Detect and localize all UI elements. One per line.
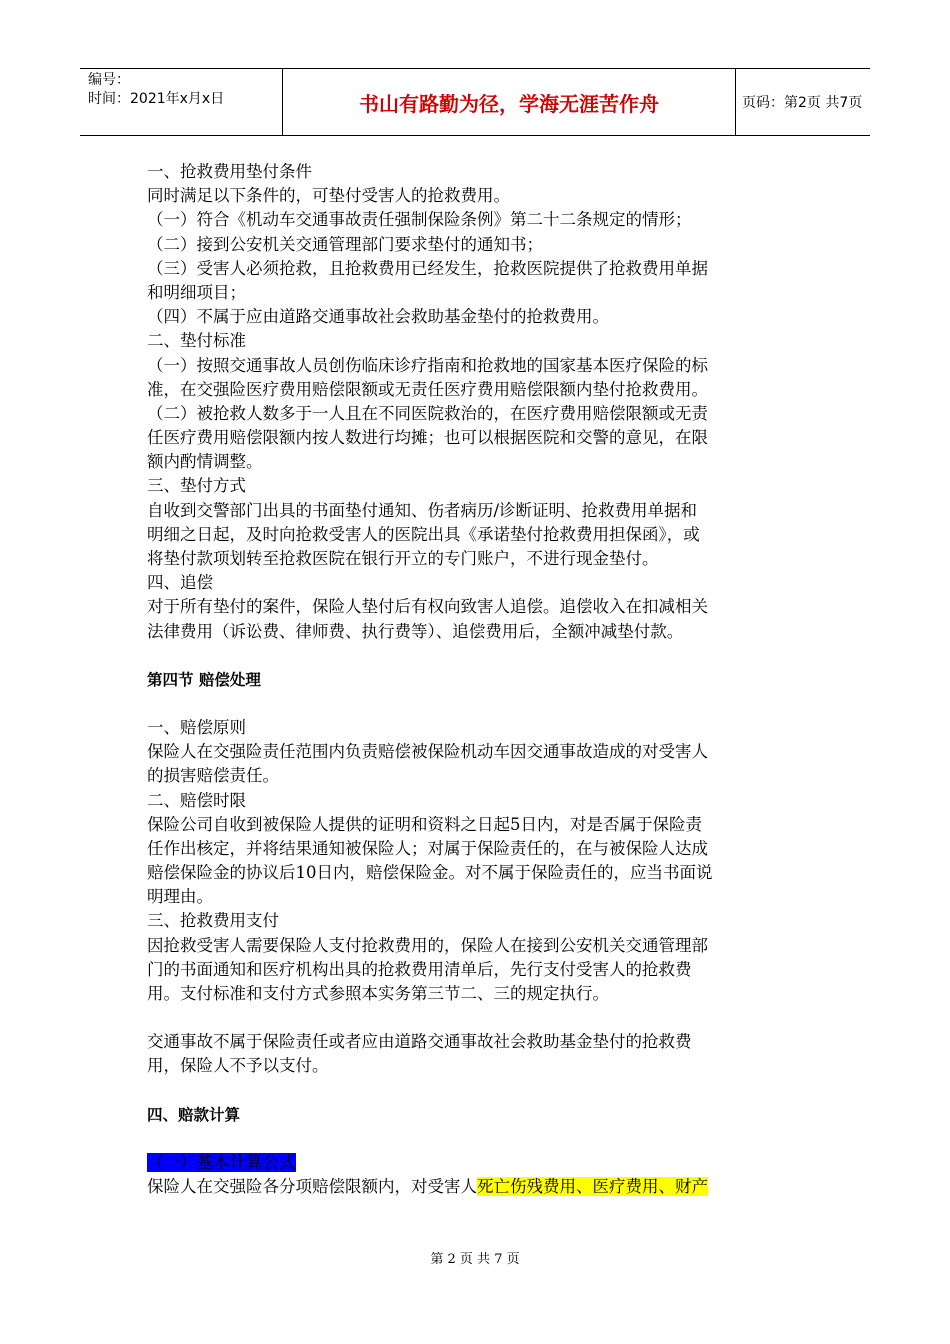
paragraph-line: 准，在交强险医疗费用赔偿限额或无责任医疗费用赔偿限额内垫付抢救费用。 — [147, 379, 708, 399]
paragraph-line — [147, 1175, 807, 1199]
paragraph-line: 自收到交警部门出具的书面垫付通知、伤者病历/诊断证明、抢救费用单据和 — [147, 500, 698, 520]
section-title-calculation: 四、赔款计算 — [147, 1105, 241, 1124]
formula-title: （一）基本计算公式 — [147, 1152, 296, 1172]
paragraph-line: 用。支付标准和支付方式参照本实务第三节二、三的规定执行。 — [147, 984, 609, 1003]
page-header — [80, 68, 870, 136]
page-footer: 第 2 页 共 7 页 — [430, 1252, 520, 1267]
paragraph-line: 保险公司自收到被保险人提供的证明和资料之日起5日内，对是否属于保险责 — [147, 814, 702, 834]
paragraph-line: 赔偿保险金的协议后10日内，赔偿保险金。对不属于保险责任的，应当书面说 — [147, 863, 713, 883]
paragraph-line: 同时满足以下条件的，可垫付受害人的抢救费用。 — [147, 186, 510, 206]
paragraph-line: 任医疗费用赔偿限额内按人数进行均摊；也可以根据医院和交警的意见，在限 — [147, 428, 708, 448]
paragraph-line: （三）受害人必须抢救，且抢救费用已经发生，抢救医院提供了抢救费用单据 — [147, 258, 708, 278]
header-page-label: 页码：第2页 共7页 — [742, 95, 863, 111]
paragraph-line: 额内酌情调整。 — [147, 452, 263, 472]
paragraph-line: 的损害赔偿责任。 — [147, 766, 279, 786]
paragraph-line: 和明细项目； — [147, 282, 246, 302]
number-label: 编号： — [88, 72, 130, 88]
time-label: 时间：2021年x月x日 — [88, 91, 225, 107]
paragraph-line: 对于所有垫付的案件，保险人垫付后有权向致害人追偿。追偿收入在扣减相关 — [147, 597, 708, 617]
paragraph-line: 因抢救受害人需要保险人支付抢救费用的，保险人在接到公安机关交通管理部 — [147, 935, 708, 955]
paragraph-line: 二、垫付标准 — [147, 331, 246, 351]
line-text: 保险人在交强险各分项赔偿限额内，对受害人 — [147, 1176, 477, 1196]
header-motto: 书山有路勤为径，学海无涯苦作舟 — [359, 91, 659, 116]
compensation-section — [147, 716, 807, 1006]
paragraph-line: 明细之日起，及时向抢救受害人的医院出具《承诺垫付抢救费用担保函》，或 — [147, 524, 700, 544]
document-body — [147, 160, 807, 1199]
paragraph-line: 四、追偿 — [147, 573, 213, 593]
paragraph-line: 交通事故不属于保险责任或者应由道路交通事故社会救助基金垫付的抢救费 — [147, 1032, 692, 1052]
paragraph-line: （一）按照交通事故人员创伤临床诊疗指南和抢救地的国家基本医疗保险的标 — [147, 355, 708, 375]
header-divider — [735, 69, 736, 135]
paragraph-line: （一）符合《机动车交通事故责任强制保险条例》第二十二条规定的情形； — [147, 210, 692, 230]
paragraph-line: （四）不属于应由道路交通事故社会救助基金垫付的抢救费用。 — [147, 307, 609, 327]
paragraph-line: 任作出核定，并将结果通知被保险人；对属于保险责任的，在与被保险人达成 — [147, 838, 708, 858]
paragraph-line: 用，保险人不予以支付。 — [147, 1056, 329, 1076]
paragraph-line: 一、抢救费用垫付条件 — [147, 162, 312, 181]
paragraph-line: 保险人在交强险责任范围内负责赔偿被保险机动车因交通事故造成的对受害人 — [147, 742, 708, 762]
paragraph-line: 一、赔偿原则 — [147, 717, 246, 737]
paragraph-line: 明理由。 — [147, 887, 213, 907]
advance-payment-section — [147, 160, 807, 644]
subsection-title — [147, 1151, 807, 1175]
paragraph-line: （二）被抢救人数多于一人且在不同医院救治的，在医疗费用赔偿限额或无责 — [147, 403, 708, 423]
paragraph-line: （二）接到公安机关交通管理部门要求垫付的通知书； — [147, 234, 543, 254]
header-meta — [80, 69, 282, 135]
non-payment-note — [147, 1030, 807, 1078]
highlighted-text: 死亡伤残费用、医疗费用、财产 — [477, 1176, 708, 1196]
paragraph-line: 将垫付款项划转至抢救医院在银行开立的专门账户，不进行现金垫付。 — [147, 549, 659, 568]
paragraph-line: 门的书面通知和医疗机构出具的抢救费用清单后，先行支付受害人的抢救费 — [147, 959, 692, 979]
paragraph-line: 三、抢救费用支付 — [147, 911, 279, 931]
section-title: 第四节 赔偿处理 — [147, 670, 261, 689]
paragraph-line: 法律费用（诉讼费、律师费、执行费等）、追偿费用后，全额冲减垫付款。 — [147, 621, 684, 641]
paragraph-line: 二、赔偿时限 — [147, 790, 246, 810]
paragraph-line: 三、垫付方式 — [147, 476, 246, 496]
